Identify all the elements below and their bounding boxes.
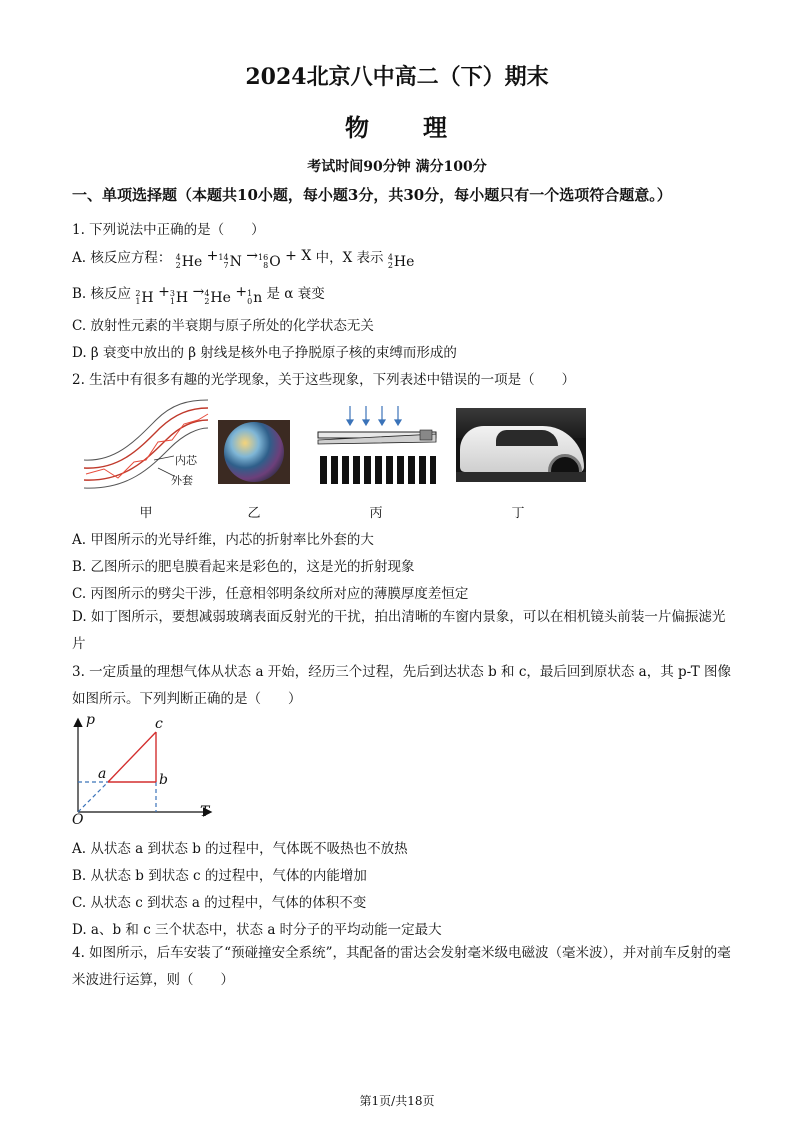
q1-option-a — [72, 246, 414, 270]
q1-a-equation: 4 2 He + 14 7 N → 16 8 O + X — [175, 247, 312, 270]
point-label-b: b — [159, 772, 168, 788]
q1-b-suffix: 是 α 衰变 — [266, 286, 325, 302]
q3-option-c: C. 从状态 c 到状态 a 的过程中，气体的体积不变 — [72, 895, 367, 911]
axis-label-t: T — [200, 804, 210, 820]
exam-info: 考试时间90分钟 满分100分 — [307, 159, 487, 175]
point-label-c: c — [155, 716, 163, 732]
car-window-photo — [456, 408, 586, 482]
figure-label-ding: 丁 — [511, 506, 525, 521]
line-a-c — [108, 732, 156, 782]
q1-option-d: D. β 衰变中放出的 β 射线是核外电子挣脱原子核的束缚而形成的 — [72, 345, 457, 361]
wedge-interference-diagram — [314, 404, 440, 486]
point-label-a: a — [98, 766, 107, 782]
soap-bubble-photo — [218, 420, 290, 484]
figure-label-bing: 丙 — [369, 506, 383, 521]
q3-stem: 3. 一定质量的理想气体从状态 a 开始，经历三个过程，先后到达状态 b 和 c，最后回到原状态 a，其 p-T 图像如图所示。下列判断正确的是（ ） — [72, 664, 732, 707]
q1-a-answer-nuclide: 4 2 He — [387, 252, 415, 270]
q2-option-b: B. 乙图所示的肥皂膜看起来是彩色的，这是光的折射现象 — [72, 559, 415, 575]
q3-option-d: D. a、b 和 c 三个状态中，状态 a 时分子的平均动能一定最大 — [72, 922, 442, 938]
p-t-graph — [70, 714, 220, 830]
q2-option-c: C. 丙图所示的劈尖干涉，任意相邻明条纹所对应的薄膜厚度差恒定 — [72, 586, 469, 602]
q2-option-d: D. 如丁图所示，要想减弱玻璃表面反射光的干扰，拍出清晰的车窗内景象，可以在相机镜头前装一片偏振滤光片 — [72, 609, 726, 652]
figure-label-yi: 乙 — [247, 506, 261, 521]
q2-option-a: A. 甲图所示的光导纤维，内芯的折射率比外套的大 — [72, 532, 374, 548]
q2-stem: 2. 生活中有很多有趣的光学现象，关于这些现象，下列表述中错误的一项是（ ） — [72, 372, 576, 388]
fiber-inner-label: 内芯 — [175, 454, 197, 467]
page-footer: 第1页/共18页 — [359, 1094, 435, 1108]
q4-stem: 4. 如图所示，后车安装了“预碰撞安全系统”，其配备的雷达会发射毫米级电磁波（毫米波），并对前车反射的毫米波进行运算，则（ ） — [72, 945, 731, 988]
origin-label: O — [72, 812, 84, 828]
q1-option-b — [72, 282, 325, 306]
q1-b-equation: 2 1 H + 3 1 H → 4 2 He + 1 0 n — [135, 283, 263, 306]
q1-stem: 1. 下列说法中正确的是（ ） — [72, 222, 265, 238]
fiber-outer-label: 外套 — [171, 474, 193, 487]
section-heading: 一、单项选择题（本题共10小题，每小题3分，共30分，每小题只有一个选项符合题意。） — [72, 186, 672, 204]
q1-option-c: C. 放射性元素的半衰期与原子所处的化学状态无关 — [72, 318, 374, 334]
figure-label-jia: 甲 — [139, 506, 153, 521]
q1-b-prefix: B. 核反应 — [72, 286, 132, 302]
q1-a-mid: 中，X 表示 — [315, 250, 384, 266]
q1-a-prefix: A. 核反应方程： — [72, 250, 172, 266]
axis-label-p: p — [86, 712, 95, 728]
q3-option-a: A. 从状态 a 到状态 b 的过程中，气体既不吸热也不放热 — [72, 841, 408, 857]
page-title: 2024北京八中高二（下）期末 — [245, 64, 549, 90]
q3-option-b: B. 从状态 b 到状态 c 的过程中，气体的内能增加 — [72, 868, 367, 884]
subject-title: 物 理 — [345, 113, 449, 142]
